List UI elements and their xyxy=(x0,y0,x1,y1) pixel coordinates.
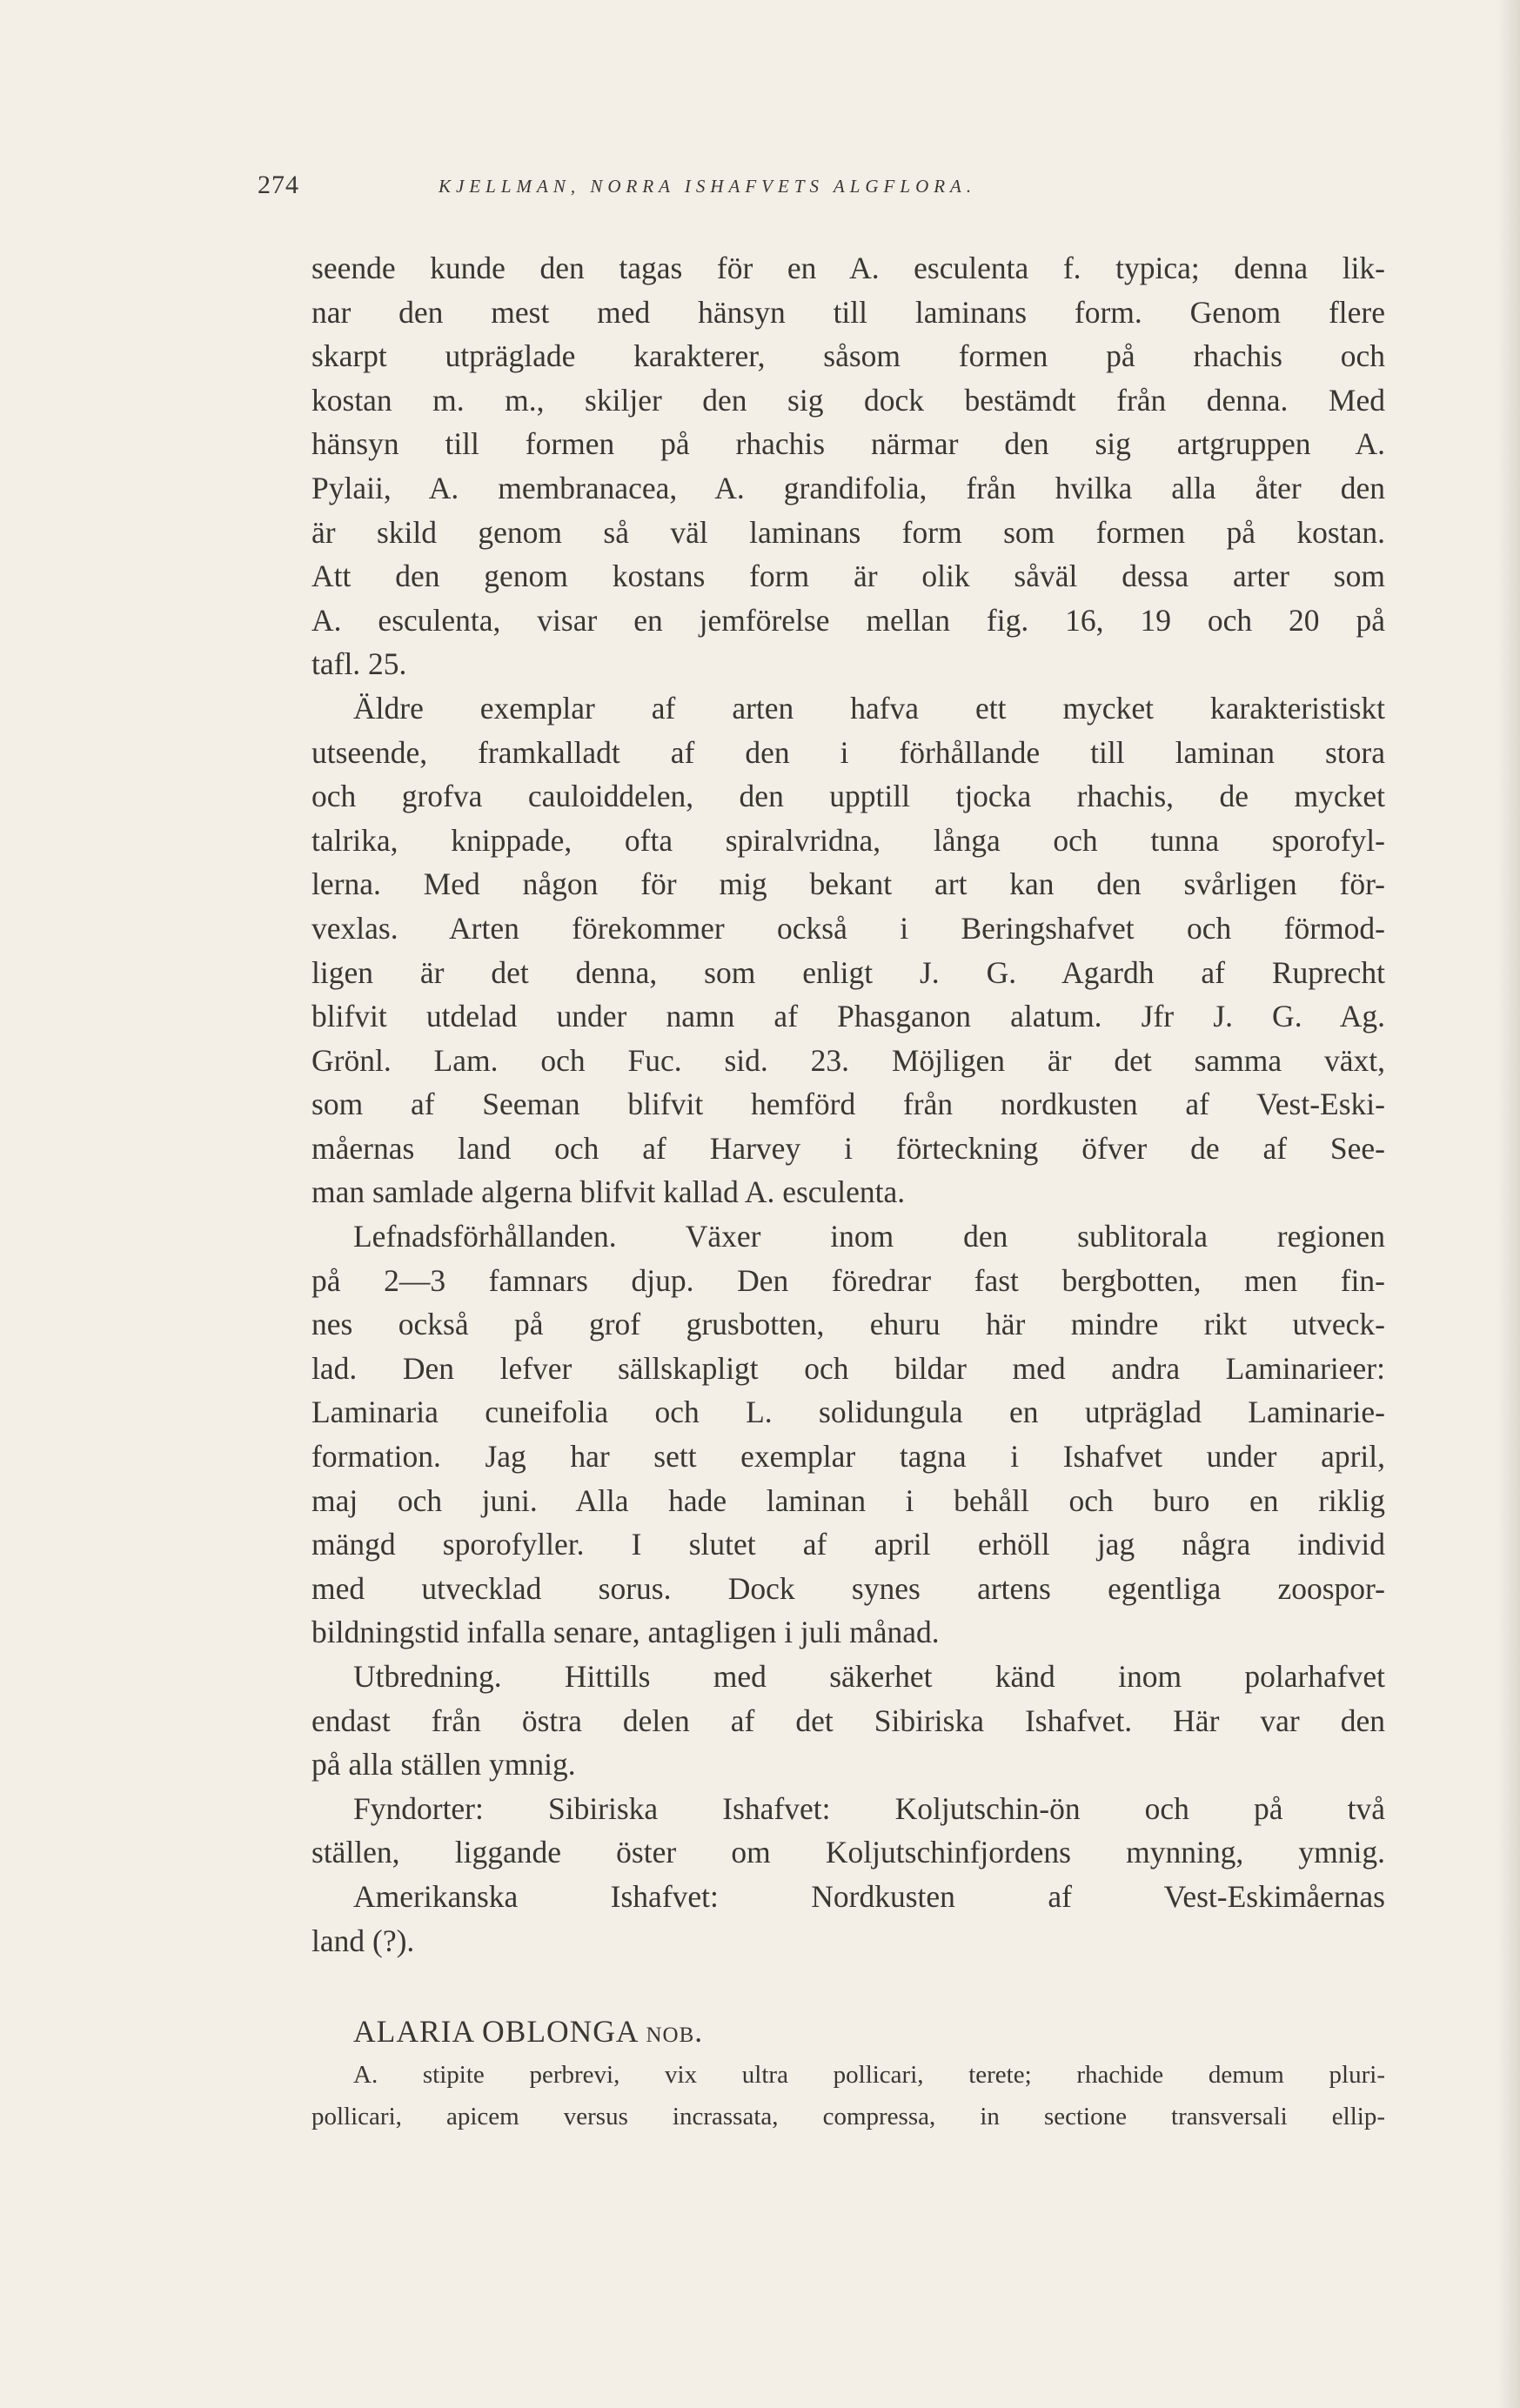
text-line: Utbredning. Hittills med säkerhet känd inom polarhafvet xyxy=(353,1659,1385,1694)
text-line: Att den genom kostans form är olik såväl dessa arter som xyxy=(311,559,1385,594)
page-header xyxy=(258,171,1389,205)
text-line: blifvit utdelad under namn af Phasganon alatum. Jfr J. G. Ag. xyxy=(311,999,1385,1034)
running-head: KJELLMAN, NORRA ISHAFVETS ALGFLORA. xyxy=(439,176,977,197)
text-line: ligen är det denna, som enligt J. G. Agardh af Ruprecht xyxy=(311,954,1385,990)
text-line: Pylaii, A. membranacea, A. grandifolia, från hvilka alla åter den xyxy=(311,470,1385,505)
text-line: mängd sporofyller. I slutet af april erhöll jag några individ xyxy=(311,1527,1385,1562)
text-line: tafl. 25. xyxy=(311,646,407,682)
text-line: kostan m. m., skiljer den sig dock bestämdt från denna. Med xyxy=(311,382,1385,418)
text-line: vexlas. Arten förekommer också i Beringshafvet och förmod- xyxy=(311,910,1385,946)
text-line: Grönl. Lam. och Fuc. sid. 23. Möjligen är det samma växt, xyxy=(311,1042,1385,1078)
text-line: nar den mest med hänsyn till laminans form. Genom flere xyxy=(311,294,1385,330)
text-line: skarpt utpräglade karakterer, såsom formen på rhachis och xyxy=(311,338,1385,374)
page-edge-shadow xyxy=(1497,0,1520,2408)
text-line: utseende, framkalladt af den i förhållande till laminan stora xyxy=(311,734,1385,770)
text-line: A. esculenta, visar en jemförelse mellan fig. 16, 19 och 20 på xyxy=(311,602,1385,638)
text-line: är skild genom så väl laminans form som formen på kostan. xyxy=(311,514,1385,550)
text-line: ställen, liggande öster om Koljutschinfjordens mynning, ymnig. xyxy=(311,1835,1385,1870)
blank-line xyxy=(311,1963,1385,2010)
text-line: med utvecklad sorus. Dock synes artens egentliga zoospor- xyxy=(311,1570,1385,1606)
species-heading: ALARIA OBLONGA nob. xyxy=(353,2014,704,2050)
text-line: måernas land och af Harvey i förteckning öfver de af See- xyxy=(311,1130,1385,1166)
latin-description-line: pollicari, apicem versus incrassata, compressa, in sectione transversali ellip- xyxy=(311,2102,1385,2130)
text-line: hänsyn till formen på rhachis närmar den sig artgruppen A. xyxy=(311,426,1385,462)
text-line: och grofva cauloiddelen, den upptill tjocka rhachis, de mycket xyxy=(311,779,1385,814)
text-line: Amerikanska Ishafvet: Nordkusten af Vest-Eskimåernas xyxy=(353,1878,1385,1914)
latin-description-line: A. stipite perbrevi, vix ultra pollicari, terete; rhachide demum pluri- xyxy=(353,2060,1385,2089)
page-number: 274 xyxy=(258,171,299,199)
text-line: som af Seeman blifvit hemförd från nordkusten af Vest-Eski- xyxy=(311,1087,1385,1122)
text-line: bildningstid infalla senare, antagligen i juli månad. xyxy=(311,1615,940,1650)
text-line: formation. Jag har sett exemplar tagna i Ishafvet under april, xyxy=(311,1439,1385,1475)
text-line: nes också på grof grusbotten, ehuru här mindre rikt utveck- xyxy=(311,1307,1385,1342)
text-line: lerna. Med någon för mig bekant art kan den svårligen för- xyxy=(311,866,1385,902)
text-line: man samlade algerna blifvit kallad A. esculenta. xyxy=(311,1174,906,1210)
text-line: endast från östra delen af det Sibiriska Ishafvet. Här var den xyxy=(311,1702,1385,1738)
text-line: land (?). xyxy=(311,1923,415,1958)
text-line: seende kunde den tagas för en A. esculenta f. typica; denna lik- xyxy=(311,251,1385,285)
text-line: Laminaria cuneifolia och L. solidungula en utpräglad Laminarie- xyxy=(311,1395,1385,1430)
text-line: på alla ställen ymnig. xyxy=(311,1747,576,1783)
text-line: talrika, knippade, ofta spiralvridna, långa och tunna sporofyl- xyxy=(311,822,1385,858)
text-line: på 2—3 famnars djup. Den föredrar fast bergbotten, men fin- xyxy=(311,1262,1385,1298)
text-line: maj och juni. Alla hade laminan i behåll och buro en riklig xyxy=(311,1482,1385,1518)
text-line: Lefnadsförhållanden. Växer inom den sublitorala regionen xyxy=(353,1219,1385,1254)
text-line: Fyndorter: Sibiriska Ishafvet: Koljutschin-ön och på två xyxy=(353,1790,1385,1826)
body-text xyxy=(311,246,1385,2137)
text-line: lad. Den lefver sällskapligt och bildar med andra Laminarieer: xyxy=(311,1350,1385,1386)
text-line: Äldre exemplar af arten hafva ett mycket karakteristiskt xyxy=(353,690,1385,726)
